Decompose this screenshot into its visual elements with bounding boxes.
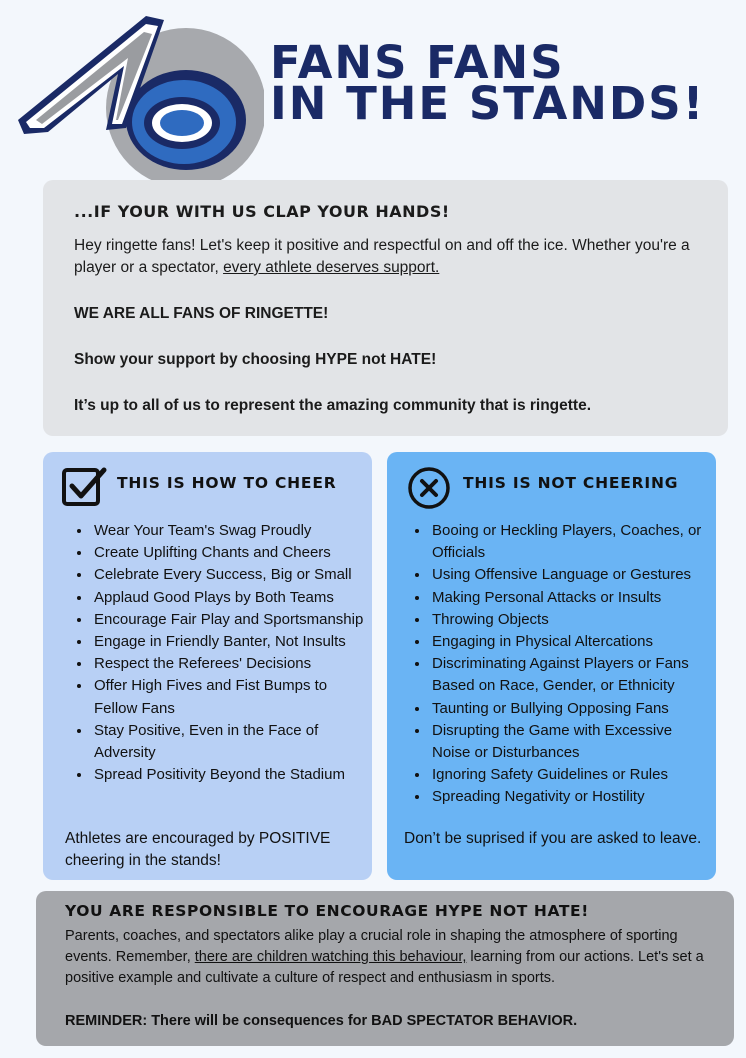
not-cheering-heading: THIS IS NOT CHEERING [463, 474, 679, 492]
list-item: • Engage in Friendly Banter, Not Insults [92, 631, 366, 653]
list-item: • Booing or Heckling Players, Coaches, or Officials [430, 520, 710, 564]
list-item: • Applaud Good Plays by Both Teams [92, 587, 366, 609]
responsibility-text-a: Parents, coaches, and spectators alike play a crucial role in shaping the atmosphere of sporting events. Remember, [65, 928, 678, 965]
list-item: • Using Offensive Language or Gestures [430, 564, 710, 586]
intro-heading: ...IF YOUR WITH US CLAP YOUR HANDS! [74, 202, 450, 221]
cheer-footer: Athletes are encouraged by POSITIVE cheering in the stands! [65, 830, 331, 869]
cheer-list [43, 520, 366, 786]
list-item: • Throwing Objects [430, 609, 710, 631]
cheer-heading: THIS IS HOW TO CHEER [117, 474, 337, 492]
list-item: • Making Personal Attacks or Insults [430, 587, 710, 609]
list-item: • Spread Positivity Beyond the Stadium [92, 764, 366, 786]
list-item: • Taunting or Bullying Opposing Fans [430, 698, 710, 720]
not-cheering-list [387, 520, 710, 809]
responsibility-text-b: learning from our actions. Let's set a positive example and cultivate a culture of respect and enthusiasm in sports. [65, 949, 704, 986]
intro-line-fans: WE ARE ALL FANS OF RINGETTE! [74, 305, 329, 322]
how-to-cheer-panel [43, 452, 372, 880]
intro-text: Hey ringette fans! Let's keep it positive and respectful on and off the ice. Whether you're a player or a spectator, [74, 237, 690, 276]
list-item: • Offer High Fives and Fist Bumps to Fellow Fans [92, 675, 366, 719]
checkbox-icon [61, 464, 107, 510]
list-item: • Respect the Referees' Decisions [92, 653, 366, 675]
page-title [270, 36, 740, 130]
intro-underlined-text: every athlete deserves support. [223, 259, 440, 276]
ringette-logo-icon [14, 12, 264, 187]
list-item: • Encourage Fair Play and Sportsmanship [92, 609, 366, 631]
intro-paragraph [74, 235, 698, 279]
list-item: • Create Uplifting Chants and Cheers [92, 542, 366, 564]
intro-line-hype: Show your support by choosing HYPE not HATE! [74, 351, 437, 368]
responsibility-underlined-text: there are children watching this behaviour, [194, 949, 467, 965]
intro-panel [43, 180, 728, 436]
not-cheering-panel [387, 452, 716, 880]
title-line-1: FANS FANS [270, 36, 565, 89]
list-item: • Discriminating Against Players or Fans Based on Race, Gender, or Ethnicity [430, 653, 710, 697]
responsibility-heading: YOU ARE RESPONSIBLE TO ENCOURAGE HYPE NOT HATE! [65, 902, 589, 920]
reminder-text: REMINDER: There will be consequences for BAD SPECTATOR BEHAVIOR. [65, 1013, 578, 1029]
x-circle-icon [407, 464, 453, 510]
responsibility-panel [36, 891, 734, 1046]
list-item: • Stay Positive, Even in the Face of Adversity [92, 720, 366, 764]
not-cheering-footer: Don’t be suprised if you are asked to leave. [404, 830, 702, 847]
list-item: • Ignoring Safety Guidelines or Rules [430, 764, 710, 786]
responsibility-paragraph [65, 926, 710, 989]
title-line-2: IN THE STANDS! [270, 77, 706, 130]
list-item: • Disrupting the Game with Excessive Noise or Disturbances [430, 720, 710, 764]
list-item: • Wear Your Team's Swag Proudly [92, 520, 366, 542]
list-item: • Spreading Negativity or Hostility [430, 786, 710, 808]
list-item: • Engaging in Physical Altercations [430, 631, 710, 653]
intro-line-community: It’s up to all of us to represent the amazing community that is ringette. [74, 397, 592, 414]
list-item: • Celebrate Every Success, Big or Small [92, 564, 366, 586]
